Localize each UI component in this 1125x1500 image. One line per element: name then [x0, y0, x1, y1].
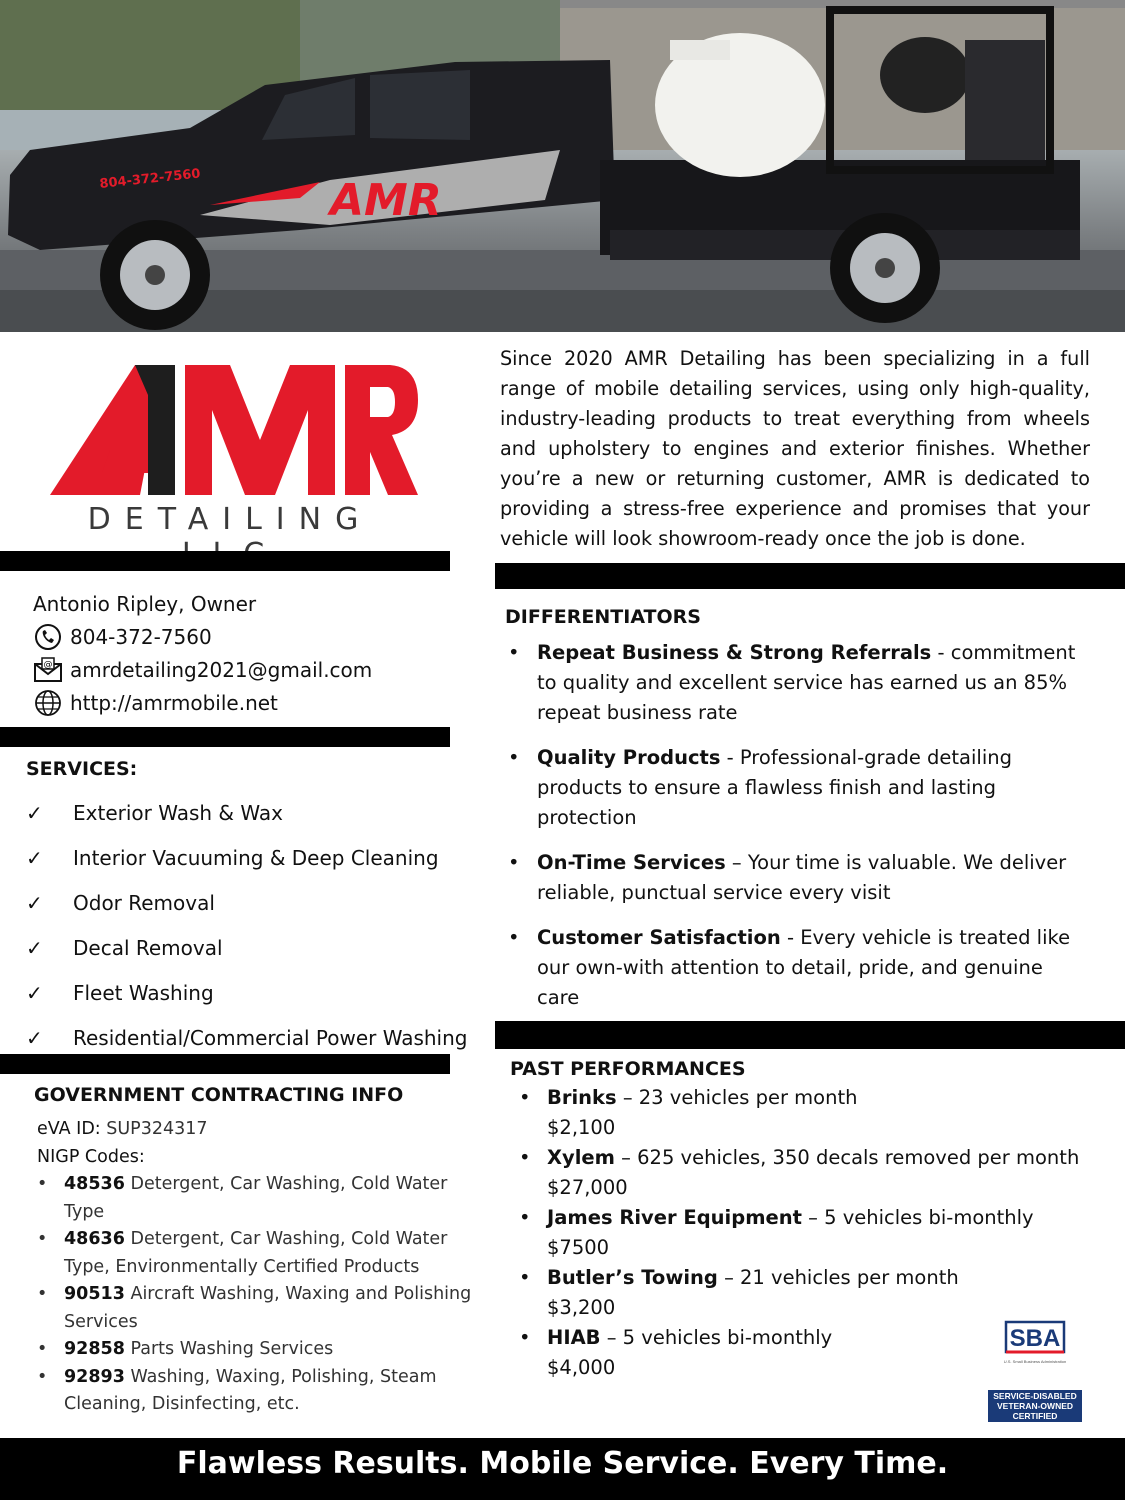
- differentiator-title: Repeat Business & Strong Referrals: [537, 641, 932, 664]
- list-item: • 48636 Detergent, Car Washing, Cold Water Type, Environmentally Certified Products: [37, 1229, 448, 1277]
- nigp-desc: Parts Washing Services: [130, 1339, 334, 1359]
- list-item: • Repeat Business & Strong Referrals - commitment to quality and excellent service has earned us an 85% repeat business rate: [508, 641, 1076, 724]
- performance-detail: – 21 vehicles per month: [717, 1266, 959, 1289]
- nigp-code: 92893: [64, 1366, 125, 1387]
- list-item: • Customer Satisfaction - Every vehicle is treated like our own-with attention to detail, pride, and genuine care: [508, 926, 1071, 1009]
- eva-value: SUP324317: [106, 1119, 208, 1139]
- sdvosb-certification-badge: [988, 1390, 1082, 1422]
- list-item: • Butler’s Towing – 21 vehicles per month $3,200: [519, 1266, 959, 1319]
- cert-line: VETERAN-OWNED: [996, 1401, 1074, 1411]
- client-name: Butler’s Towing: [547, 1266, 718, 1289]
- divider-bar: [0, 551, 450, 571]
- checkmark-icon: ✓: [26, 980, 43, 1005]
- sba-agency-name: U.S. Small Business Administration: [1003, 1359, 1067, 1364]
- list-item: • Brinks – 23 vehicles per month $2,100: [519, 1086, 858, 1139]
- cert-line: CERTIFIED: [1012, 1411, 1058, 1421]
- truck-phone-text: 804-372-7560: [98, 166, 202, 192]
- checkmark-icon: ✓: [26, 890, 43, 915]
- list-item: • 48536 Detergent, Car Washing, Cold Water Type: [37, 1174, 448, 1222]
- divider-bar: [0, 727, 450, 747]
- list-item: [26, 970, 486, 1015]
- eva-label: eVA ID:: [37, 1119, 101, 1139]
- client-name: Xylem: [547, 1146, 615, 1169]
- client-name: Brinks: [547, 1086, 617, 1109]
- sba-logo: [988, 1318, 1082, 1388]
- performance-amount: $7500: [547, 1236, 610, 1259]
- service-label: Exterior Wash & Wax: [73, 800, 283, 825]
- checkmark-icon: ✓: [26, 800, 43, 825]
- performance-detail: – 23 vehicles per month: [616, 1086, 858, 1109]
- globe-icon: [32, 689, 64, 717]
- truck-brand-text: AMR: [330, 175, 442, 226]
- list-item: • 92858 Parts Washing Services: [37, 1339, 334, 1359]
- separator: -: [931, 641, 951, 664]
- client-name: James River Equipment: [547, 1206, 802, 1229]
- list-item: • 92893 Washing, Waxing, Polishing, Steam Cleaning, Disinfecting, etc.: [37, 1366, 437, 1414]
- performance-amount: $2,100: [547, 1116, 616, 1139]
- separator: -: [720, 746, 740, 769]
- differentiator-title: Customer Satisfaction: [537, 926, 781, 949]
- service-label: Interior Vacuuming & Deep Cleaning: [73, 845, 439, 870]
- checkmark-icon: ✓: [26, 935, 43, 960]
- differentiator-text: Professional-grade detailing products to ensure a flawless finish and lasting protection: [537, 746, 1012, 829]
- contact-block: [32, 587, 452, 719]
- nigp-desc: Aircraft Washing, Waxing and Polishing Services: [64, 1284, 472, 1332]
- intro-paragraph: Since 2020 AMR Detailing has been specializing in a full range of mobile detailing services, using only high-quality, industry-leading products to treat everything from wheels and upholstery to engines and exterior finishes. Whether you’re a new or returning customer, AMR is dedicated to providing a stress-free experience and promises that your vehicle will look showroom-ready once the job is done.: [500, 347, 1090, 550]
- client-name: HIAB: [547, 1326, 601, 1349]
- differentiator-text: Every vehicle is treated like our own-with attention to detail, pride, and genuine care: [537, 926, 1071, 1009]
- nigp-code: 90513: [64, 1284, 125, 1304]
- nigp-code: 92858: [64, 1339, 125, 1359]
- service-label: Fleet Washing: [73, 980, 214, 1005]
- performance-detail: – 5 vehicles bi-monthly: [600, 1326, 833, 1349]
- service-label: Decal Removal: [73, 935, 223, 960]
- phone-link[interactable]: 804-372-7560: [70, 624, 212, 649]
- phone-icon: [32, 623, 64, 651]
- differentiator-text: commitment to quality and excellent service has earned us an 85% repeat business rate: [537, 641, 1076, 724]
- performance-amount: $4,000: [547, 1356, 616, 1379]
- nigp-label: NIGP Codes:: [37, 1147, 145, 1167]
- nigp-code-list: [37, 1171, 477, 1419]
- performance-amount: $27,000: [547, 1176, 628, 1199]
- differentiator-title: On-Time Services: [537, 851, 726, 874]
- service-label: Residential/Commercial Power Washing: [73, 1025, 468, 1050]
- list-item: • Quality Products - Professional-grade detailing products to ensure a flawless finish and lasting protection: [508, 746, 1012, 829]
- nigp-desc: Detergent, Car Washing, Cold Water Type, Environmentally Certified Products: [64, 1229, 448, 1277]
- list-item: [26, 835, 486, 880]
- performance-amount: $3,200: [547, 1296, 616, 1319]
- nigp-desc: Washing, Waxing, Polishing, Steam Cleaning, Disinfecting, etc.: [64, 1366, 437, 1414]
- list-item: [26, 880, 486, 925]
- separator: -: [780, 926, 801, 949]
- list-item: • 90513 Aircraft Washing, Waxing and Polishing Services: [37, 1284, 472, 1332]
- truck-illustration: [0, 0, 1125, 332]
- sba-mark: SBA: [1009, 1325, 1061, 1352]
- website-link[interactable]: http://amrmobile.net: [70, 690, 278, 715]
- differentiators-list: [508, 638, 1088, 1028]
- cert-line: SERVICE-DISABLED: [993, 1391, 1077, 1401]
- services-heading: SERVICES:: [26, 758, 138, 780]
- owner-name: Antonio Ripley, Owner: [33, 591, 257, 616]
- list-item: [26, 925, 486, 970]
- list-item: • James River Equipment – 5 vehicles bi-monthly $7500: [519, 1206, 1034, 1259]
- performance-detail: – 625 vehicles, 350 decals removed per month: [614, 1146, 1080, 1169]
- service-label: Odor Removal: [73, 890, 215, 915]
- differentiator-text: Your time is valuable. We deliver reliable, punctual service every visit: [537, 851, 1067, 904]
- email-link[interactable]: amrdetailing2021@gmail.com: [70, 657, 373, 682]
- checkmark-icon: ✓: [26, 1025, 43, 1050]
- nigp-desc: Detergent, Car Washing, Cold Water Type: [64, 1174, 448, 1222]
- logo-subtitle: DETAILING: [87, 502, 373, 537]
- nigp-code: 48636: [64, 1229, 125, 1249]
- list-item: • Xylem – 625 vehicles, 350 decals removed per month $27,000: [519, 1146, 1080, 1199]
- services-list: [26, 790, 486, 1060]
- gov-heading: GOVERNMENT CONTRACTING INFO: [34, 1084, 404, 1106]
- email-icon: [32, 656, 64, 684]
- list-item: [26, 790, 486, 835]
- svg-text:@: @: [43, 659, 53, 670]
- checkmark-icon: ✓: [26, 845, 43, 870]
- gov-info: [37, 1115, 477, 1419]
- footer-tagline: Flawless Results. Mobile Service. Every Time.: [0, 1438, 1125, 1500]
- performance-detail: – 5 vehicles bi-monthly: [801, 1206, 1034, 1229]
- past-performances-heading: PAST PERFORMANCES: [510, 1058, 746, 1080]
- list-item: [26, 1015, 486, 1060]
- differentiator-title: Quality Products: [537, 746, 721, 769]
- nigp-code: 48536: [64, 1174, 125, 1194]
- divider-bar: [495, 563, 1125, 589]
- list-item: • HIAB – 5 vehicles bi-monthly $4,000: [519, 1326, 833, 1379]
- list-item: • On-Time Services – Your time is valuable. We deliver reliable, punctual service every visit: [508, 851, 1067, 904]
- separator: –: [725, 851, 748, 874]
- differentiators-heading: DIFFERENTIATORS: [505, 606, 701, 628]
- hero-truck-photo: [0, 0, 1125, 332]
